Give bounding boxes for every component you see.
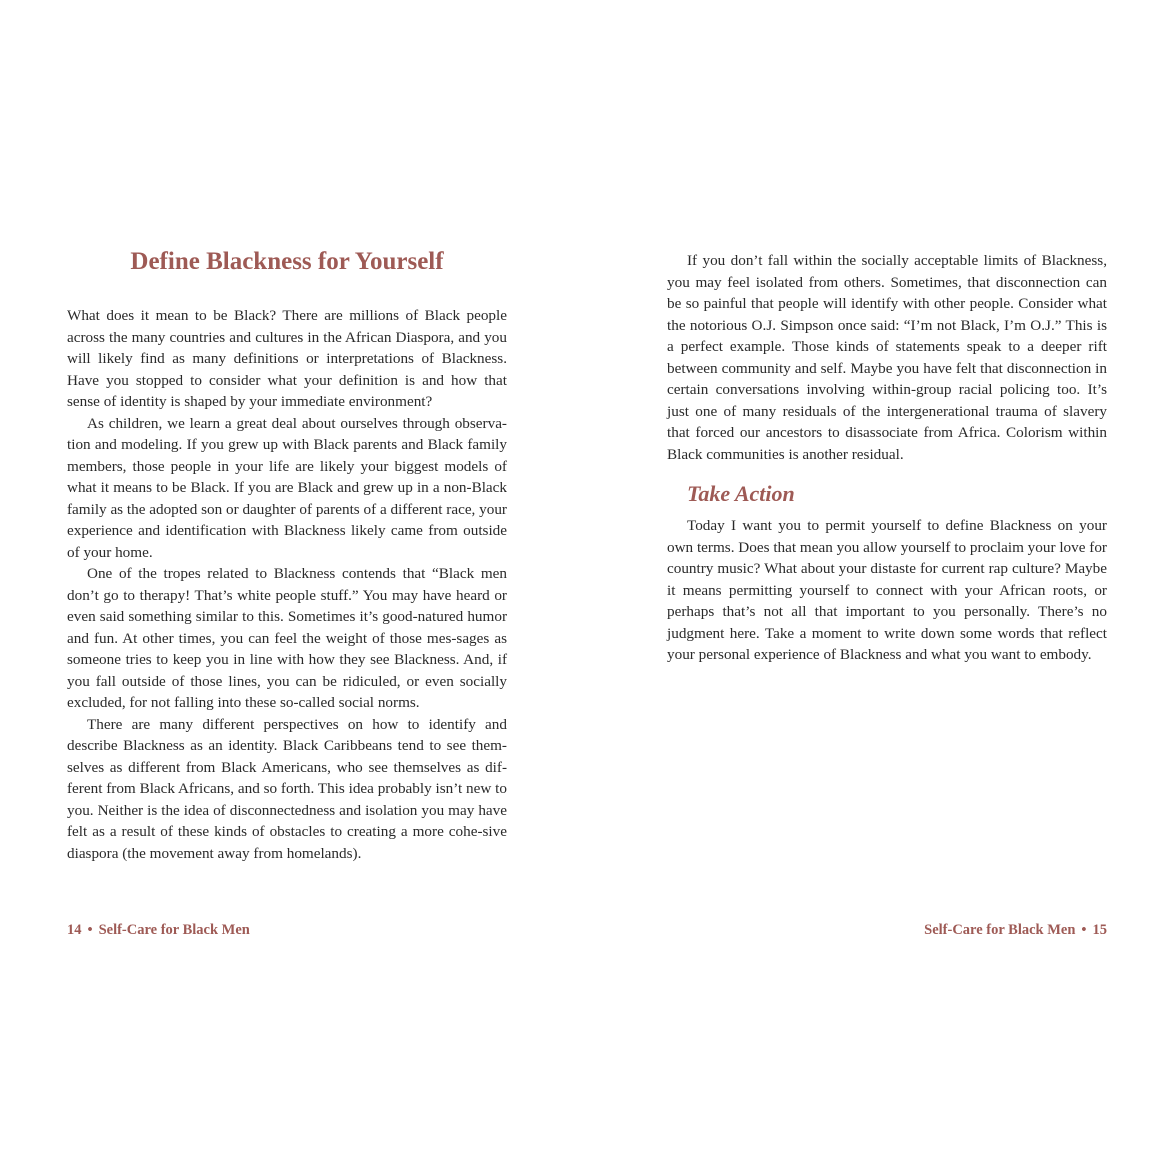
left-body-text (67, 305, 507, 864)
right-page (586, 0, 1173, 1173)
right-paragraph-1: If you don’t fall within the socially acceptable limits of Blackness, you may feel isolated from others. Sometimes, that disconnection can be so painful that people will identify with other people. Consider what the notorious O.J. Simpson once said: “I’m not Black, I’m O.J.” This is a perfect example. Those kinds of statements speak to a deeper rift between community and self. Maybe you have felt that disconnection in certain conversations involving within-group racial policing too. It’s just one of many residuals of the intergenerational trauma of slavery that forced our ancestors to disassociate from Africa. Colorism within Black communities is another residual. (667, 252, 1107, 463)
left-paragraph-4: There are many different perspectives on how to identify and describe Blackness as an identity. Black Caribbeans tend to see them-selves as different from Black Americans, who see themselves as dif-ferent from Black Africans, and so forth. This idea probably isn’t new to you. Neither is the idea of disconnectedness and isolation you may have felt as a result of these kinds of obstacles to creating a more cohe-sive diaspora (the movement away from homelands). (67, 715, 507, 862)
left-paragraph-1: What does it mean to be Black? There are millions of Black people across the many countries and cultures in the African Diaspora, and you will likely find as many definitions or interpretations of Blackness. Have you stopped to consider what your definition is and how that sense of identity is shaped by your immediate environment? (67, 307, 507, 410)
left-running-title: Self-Care for Black Men (98, 922, 250, 938)
right-footer-separator: • (1081, 922, 1087, 938)
right-running-title: Self-Care for Black Men (924, 922, 1076, 938)
left-paragraph-3: One of the tropes related to Blackness contends that “Black men don’t go to therapy! That’s white people stuff.” You may have heard or even said something similar to this. Sometimes it’s good-natured humor and fun. At other times, you can feel the weight of those mes-sages as someone tries to keep you in line with how they see Blackness. And, if you fall outside of those lines, you can be ridiculed, or even socially excluded, for not falling into these so-called social norms. (67, 565, 507, 711)
right-body-text (667, 250, 1107, 666)
left-page (0, 0, 586, 1173)
right-paragraph-2: Today I want you to permit yourself to define Blackness on your own terms. Does that mean you allow yourself to proclaim your love for country music? What about your distaste for current rap culture? Maybe it means permitting yourself to connect with your African roots, or perhaps that’s not all that important to you personally. There’s no judgment here. Take a moment to write down some words that reflect your personal experience of Blackness and what you want to embody. (667, 517, 1107, 663)
left-page-number: 14 (67, 922, 82, 938)
chapter-title: Define Blackness for Yourself (130, 248, 444, 275)
left-footer (67, 922, 250, 939)
left-paragraph-2: As children, we learn a great deal about ourselves through observa-tion and modeling. If you grew up with Black parents and Black family members, those people in your life are likely your biggest models of what it means to be Black. If you are Black and grew up in a non-Black family as the adopted son or daughter of parents of a different race, your experience and identification with Blackness likely came from outside of your home. (67, 414, 507, 561)
take-action-heading: Take Action (687, 481, 795, 506)
right-footer (924, 922, 1107, 939)
left-footer-separator: • (87, 922, 93, 938)
right-page-number: 15 (1092, 922, 1107, 938)
